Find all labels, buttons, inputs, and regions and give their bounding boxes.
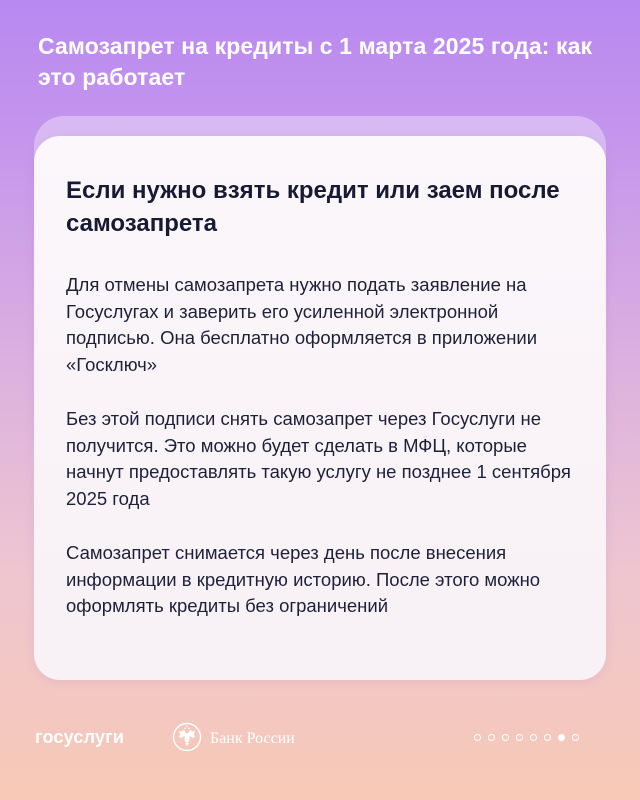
pagination-dot[interactable] <box>516 734 523 741</box>
card-paragraph-2: Без этой подписи снять самозапрет через Госуслуги не получится. Это можно будет сделать в МФЦ, которые начнут предоставлять такую услугу не позднее 1 сентября 2025 года <box>66 408 571 509</box>
pagination-dot[interactable] <box>558 734 565 741</box>
card-paragraph-1: Для отмены самозапрета нужно подать заявление на Госуслугах и заверить его усиленной электронной подписью. Она бесплатно оформляется в приложении «Госключ» <box>66 274 538 375</box>
pagination-dot[interactable] <box>474 734 481 741</box>
bank-name: Банк России <box>210 730 295 747</box>
pagination-dot[interactable] <box>544 734 551 741</box>
pagination-dot[interactable] <box>572 734 579 741</box>
double-headed-eagle-icon <box>172 722 202 752</box>
card-paragraph-3: Самозапрет снимается через день после внесения информации в кредитную историю. После этого можно оформлять кредиты без ограничений <box>66 542 541 616</box>
pagination-dots <box>474 734 579 741</box>
gosuslugi-logo: госуслуги <box>35 727 125 747</box>
page-title: Самозапрет на кредиты с 1 марта 2025 года: как это работает <box>38 33 593 90</box>
card-heading: Если нужно взять кредит или заем после самозапрета <box>66 177 560 237</box>
pagination-dot[interactable] <box>502 734 509 741</box>
pagination-dot[interactable] <box>530 734 537 741</box>
pagination-dot[interactable] <box>488 734 495 741</box>
info-card <box>34 136 606 680</box>
